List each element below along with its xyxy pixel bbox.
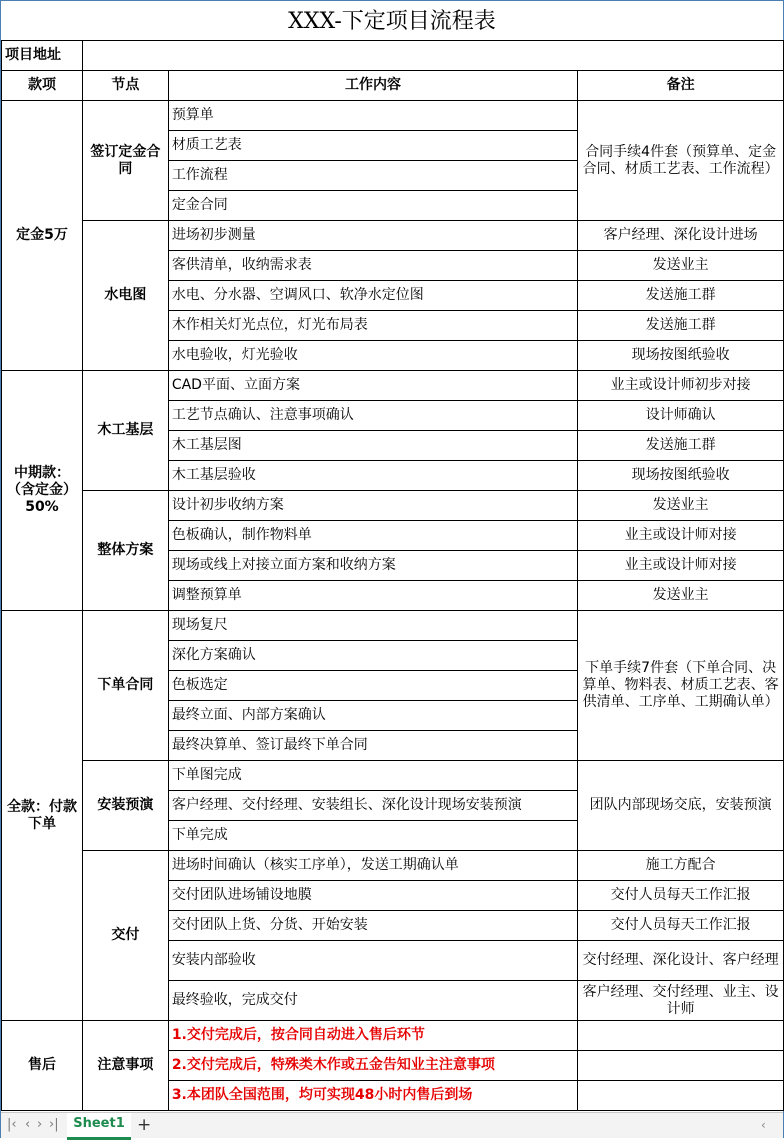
- payment-deposit[interactable]: 定金5万: [2, 101, 83, 371]
- work-cell[interactable]: 客供清单，收纳需求表: [168, 251, 577, 281]
- note-cell[interactable]: 下单手续7件套（下单合同、决算单、物料表、材质工艺表、客供清单、工序单、工期确认单）: [578, 611, 784, 761]
- work-cell[interactable]: 工艺节点确认、注意事项确认: [168, 401, 577, 431]
- after-sales-item[interactable]: 1.交付完成后，按合同自动进入售后环节: [168, 1021, 577, 1051]
- work-cell[interactable]: 交付团队进场铺设地膜: [168, 881, 577, 911]
- work-cell[interactable]: 色板确认，制作物料单: [168, 521, 577, 551]
- address-row: [2, 41, 784, 71]
- note-cell[interactable]: 施工方配合: [578, 851, 784, 881]
- node-install-preview[interactable]: 安装预演: [82, 761, 168, 851]
- note-cell[interactable]: 交付人员每天工作汇报: [578, 911, 784, 941]
- table-row: [2, 1021, 784, 1051]
- work-cell[interactable]: 现场复尺: [168, 611, 577, 641]
- sheet-tab-bar: [1, 1112, 783, 1138]
- next-sheet-icon[interactable]: ›: [37, 1117, 43, 1132]
- work-cell[interactable]: 进场初步测量: [168, 221, 577, 251]
- add-sheet-button[interactable]: +: [137, 1115, 152, 1135]
- header-row: [2, 71, 784, 101]
- work-cell[interactable]: 下单完成: [168, 821, 577, 851]
- note-cell[interactable]: 客户经理、交付经理、业主、设计师: [578, 981, 784, 1021]
- work-cell[interactable]: 现场或线上对接立面方案和收纳方案: [168, 551, 577, 581]
- note-cell[interactable]: 交付人员每天工作汇报: [578, 881, 784, 911]
- note-cell[interactable]: 现场按图纸验收: [578, 461, 784, 491]
- work-cell[interactable]: CAD平面、立面方案: [168, 371, 577, 401]
- payment-midterm[interactable]: 中期款：（含定金）50%: [2, 371, 83, 611]
- note-cell[interactable]: 交付经理、深化设计、客户经理: [578, 941, 784, 981]
- note-cell[interactable]: 团队内部现场交底，安装预演: [578, 761, 784, 851]
- table-row: [2, 851, 784, 881]
- note-cell[interactable]: 合同手续4件套（预算单、定金合同、材质工艺表、工作流程）: [578, 101, 784, 221]
- node-delivery[interactable]: 交付: [82, 851, 168, 1021]
- note-cell[interactable]: 发送业主: [578, 251, 784, 281]
- header-note[interactable]: 备注: [578, 71, 784, 101]
- note-cell[interactable]: [578, 1081, 784, 1111]
- note-cell[interactable]: 发送业主: [578, 581, 784, 611]
- work-cell[interactable]: 预算单: [168, 101, 577, 131]
- after-sales-item[interactable]: 3.本团队全国范围，均可实现48小时内售后到场: [168, 1081, 577, 1111]
- work-cell[interactable]: 木工基层验收: [168, 461, 577, 491]
- table-row: [2, 221, 784, 251]
- work-cell[interactable]: 最终立面、内部方案确认: [168, 701, 577, 731]
- horizontal-scroll-icon[interactable]: ‹: [761, 1118, 766, 1132]
- work-cell[interactable]: 交付团队上货、分货、开始安装: [168, 911, 577, 941]
- node-sign-contract[interactable]: 签订定金合同: [82, 101, 168, 221]
- work-cell[interactable]: 水电验收，灯光验收: [168, 341, 577, 371]
- note-cell[interactable]: 设计师确认: [578, 401, 784, 431]
- prev-sheet-icon[interactable]: ‹: [25, 1117, 31, 1132]
- note-cell[interactable]: 业主或设计师对接: [578, 551, 784, 581]
- note-cell[interactable]: 业主或设计师对接: [578, 521, 784, 551]
- header-payment[interactable]: 款项: [2, 71, 83, 101]
- work-cell[interactable]: 定金合同: [168, 191, 577, 221]
- node-order-contract[interactable]: 下单合同: [82, 611, 168, 761]
- first-sheet-icon[interactable]: |‹: [7, 1117, 17, 1132]
- work-cell[interactable]: 最终决算单、签订最终下单合同: [168, 731, 577, 761]
- work-cell[interactable]: 木工基层图: [168, 431, 577, 461]
- note-cell[interactable]: [578, 1051, 784, 1081]
- payment-after-sales[interactable]: 售后: [2, 1021, 83, 1111]
- note-cell[interactable]: 发送施工群: [578, 281, 784, 311]
- table-row: [2, 491, 784, 521]
- note-cell[interactable]: 发送施工群: [578, 311, 784, 341]
- sheet-tab-sheet1[interactable]: Sheet1: [67, 1113, 131, 1140]
- table-row: [2, 611, 784, 641]
- work-cell[interactable]: 工作流程: [168, 161, 577, 191]
- node-notes[interactable]: 注意事项: [82, 1021, 168, 1111]
- work-cell[interactable]: 深化方案确认: [168, 641, 577, 671]
- note-cell[interactable]: [578, 1021, 784, 1051]
- payment-full[interactable]: 全款：付款下单: [2, 611, 83, 1021]
- header-work[interactable]: 工作内容: [168, 71, 577, 101]
- note-cell[interactable]: 业主或设计师初步对接: [578, 371, 784, 401]
- node-overall-plan[interactable]: 整体方案: [82, 491, 168, 611]
- process-table: [1, 40, 784, 1111]
- note-cell[interactable]: 发送施工群: [578, 431, 784, 461]
- address-value-cell[interactable]: [82, 41, 783, 71]
- work-cell[interactable]: 材质工艺表: [168, 131, 577, 161]
- sheet-title: XXX-下定项目流程表: [288, 9, 496, 34]
- node-plumbing[interactable]: 水电图: [82, 221, 168, 371]
- work-cell[interactable]: 进场时间确认（核实工序单），发送工期确认单: [168, 851, 577, 881]
- note-cell[interactable]: 发送业主: [578, 491, 784, 521]
- work-cell[interactable]: 水电、分水器、空调风口、软净水定位图: [168, 281, 577, 311]
- table-row: [2, 761, 784, 791]
- node-carpentry[interactable]: 木工基层: [82, 371, 168, 491]
- table-row: [2, 371, 784, 401]
- work-cell[interactable]: 安装内部验收: [168, 941, 577, 981]
- work-cell[interactable]: 下单图完成: [168, 761, 577, 791]
- work-cell[interactable]: 调整预算单: [168, 581, 577, 611]
- header-node[interactable]: 节点: [82, 71, 168, 101]
- after-sales-item[interactable]: 2.交付完成后，特殊类木作或五金告知业主注意事项: [168, 1051, 577, 1081]
- note-cell[interactable]: 现场按图纸验收: [578, 341, 784, 371]
- table-row: [2, 101, 784, 131]
- address-label[interactable]: 项目地址: [2, 41, 83, 71]
- work-cell[interactable]: 客户经理、交付经理、安装组长、深化设计现场安装预演: [168, 791, 577, 821]
- work-cell[interactable]: 色板选定: [168, 671, 577, 701]
- note-cell[interactable]: 客户经理、深化设计进场: [578, 221, 784, 251]
- work-cell[interactable]: 最终验收，完成交付: [168, 981, 577, 1021]
- last-sheet-icon[interactable]: ›|: [49, 1117, 59, 1132]
- work-cell[interactable]: 设计初步收纳方案: [168, 491, 577, 521]
- work-cell[interactable]: 木作相关灯光点位，灯光布局表: [168, 311, 577, 341]
